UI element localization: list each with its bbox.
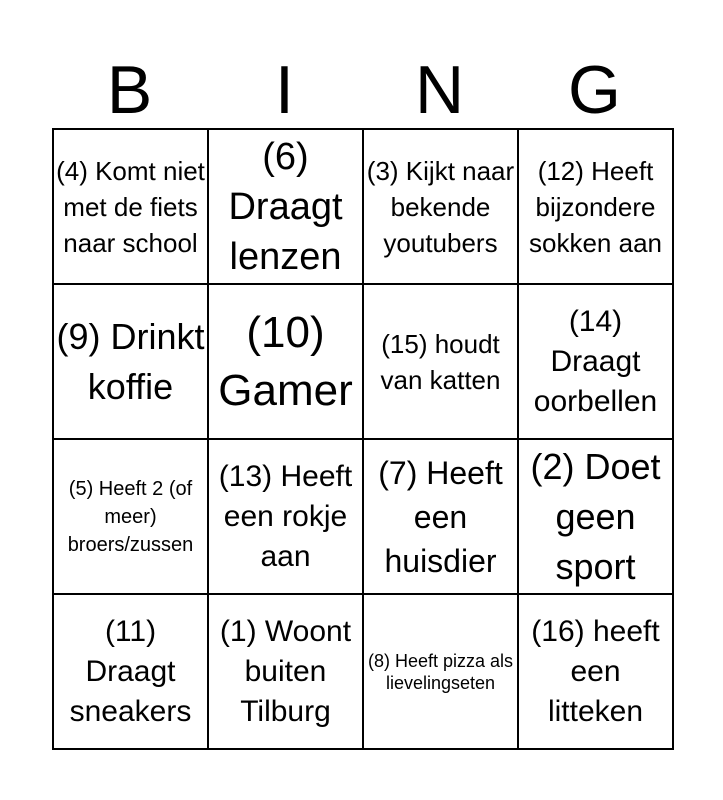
bingo-cell[interactable] xyxy=(53,129,208,284)
bingo-cell[interactable] xyxy=(518,439,673,594)
cell-text: (9) Drinkt koffie xyxy=(56,315,205,407)
cell-text: (14) Draagt oorbellen xyxy=(533,304,658,418)
cell-text: (16) heeft een litteken xyxy=(531,614,660,728)
bingo-cell[interactable] xyxy=(518,594,673,749)
cell-text: (8) Heeft pizza als lievelingseten xyxy=(367,650,514,693)
cell-text: (1) Woont buiten Tilburg xyxy=(219,614,352,728)
cell-text: (11) Draagt sneakers xyxy=(69,614,192,728)
cell-text: (5) Heeft 2 (of meer) broers/zussen xyxy=(67,477,194,556)
cell-text: (4) Komt niet met de fiets naar school xyxy=(56,155,205,258)
bingo-cell[interactable] xyxy=(363,594,518,749)
header-letter-b: B xyxy=(106,52,153,128)
bingo-row xyxy=(53,129,673,284)
bingo-cell[interactable] xyxy=(363,284,518,439)
bingo-cell[interactable] xyxy=(363,439,518,594)
bingo-row xyxy=(53,284,673,439)
cell-text: (10) Gamer xyxy=(218,307,353,415)
bingo-cell[interactable] xyxy=(518,284,673,439)
bingo-row xyxy=(53,594,673,749)
bingo-grid xyxy=(52,128,674,750)
cell-text: (6) Draagt lenzen xyxy=(228,135,343,278)
bingo-cell[interactable] xyxy=(208,284,363,439)
bingo-cell[interactable] xyxy=(53,594,208,749)
bingo-cell[interactable] xyxy=(53,439,208,594)
cell-text: (3) Kijkt naar bekende youtubers xyxy=(366,155,515,258)
bingo-cell[interactable] xyxy=(53,284,208,439)
bingo-cell[interactable] xyxy=(208,439,363,594)
cell-text: (2) Doet geen sport xyxy=(530,445,661,587)
bingo-row xyxy=(53,439,673,594)
bingo-cell[interactable] xyxy=(208,129,363,284)
bingo-cell[interactable] xyxy=(208,594,363,749)
bingo-header xyxy=(52,52,672,128)
bingo-cell[interactable] xyxy=(518,129,673,284)
cell-text: (13) Heeft een rokje aan xyxy=(218,459,353,573)
bingo-cell[interactable] xyxy=(363,129,518,284)
cell-text: (12) Heeft bijzondere sokken aan xyxy=(529,155,662,258)
cell-text: (7) Heeft een huisdier xyxy=(378,454,503,579)
header-letter-n: N xyxy=(414,52,465,128)
header-letter-i: I xyxy=(275,52,294,128)
header-letter-g: G xyxy=(568,52,621,128)
cell-text: (15) houdt van katten xyxy=(380,328,501,395)
